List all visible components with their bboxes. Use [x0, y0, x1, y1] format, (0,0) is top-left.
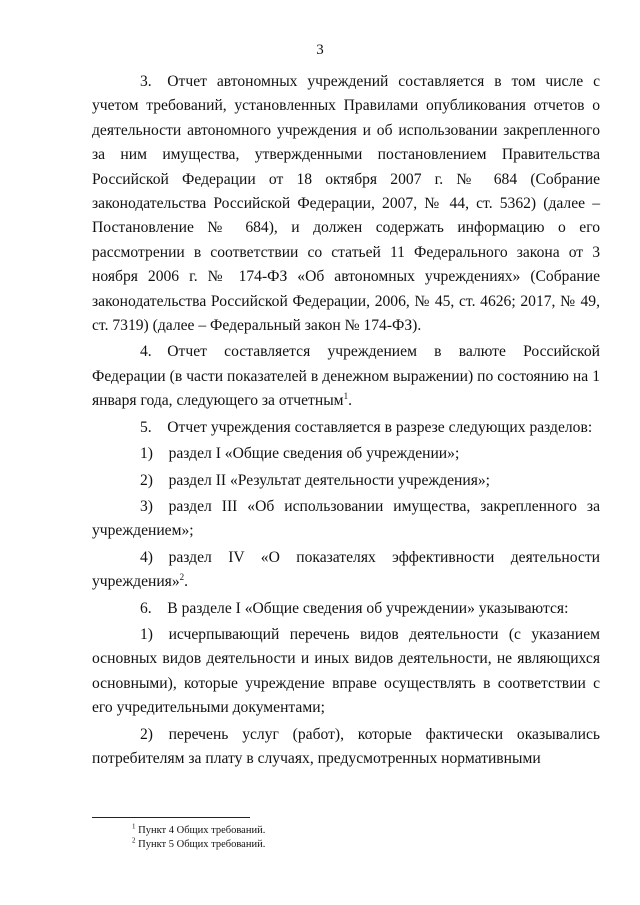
list-item-services: 2) перечень услуг (работ), которые фактически оказывались потребителям за плату в случаях, предусмотренных нормативными [92, 725, 600, 767]
paragraph-5: 5. Отчет учреждения составляется в разрезе следующих разделов: [140, 418, 593, 436]
footnote-2-text: Пункт 5 Общих требований. [138, 839, 266, 850]
list-item-section-1: 1) раздел I «Общие сведения об учреждении»; [140, 445, 460, 463]
list-item-activities: 1) исчерпывающий перечень видов деятельности (с указанием основных видов деятельности и иных видов деятельности, не являющихся основными), которые учреждение вправе осуществлять в соответствии с его учредительными документами; [92, 625, 600, 717]
footnote-ref-2[interactable]: 2 [179, 571, 185, 582]
list-item-section-2: 2) раздел II «Результат деятельности учреждения»; [140, 471, 490, 489]
footnote-2 [132, 838, 265, 852]
footnote-ref-1[interactable]: 1 [343, 391, 349, 402]
paragraph-4-text: 4. Отчет составляется учреждением в валюте Российской Федерации (в части показателей в денежном выражении) по состоянию на 1 января года, следующего за отчетным [92, 343, 600, 410]
footnote-divider [92, 817, 250, 818]
page-number: 3 [316, 42, 324, 58]
footnotes [132, 824, 265, 852]
list-item-section-3: 3) раздел III «Об использовании имущества, закрепленного за учреждением»; [92, 497, 600, 540]
list-item-section-4-text: 4) раздел IV «О показателях эффективности деятельности учреждения» [92, 548, 600, 591]
paragraph-4-end: . [348, 392, 352, 410]
paragraph-3: 3. Отчет автономных учреждений составляется в том числе с учетом требований, установленных Правилами опубликования отчетов о деятельности автономного учреждения и об использовании закрепленного за ним имущества, утвержденными постановлением Правительства Российской Федерации от 18 октября 2007 г. № 684 (Собрание законодательства Российской Федерации, 2007, № 44, ст. 5362) (далее – Постановление № 684), и должен содержать информацию о его рассмотрении в соответствии со статьей 11 Федерального закона от 3 ноября 2006 г. № 174-ФЗ «Об автономных учреждениях» (Собрание законодательства Российской Федерации, 2006, № 45, ст. 4626; 2017, № 49, ст. 7319) (далее – Федеральный закон № 174-ФЗ). [92, 73, 600, 335]
paragraph-6: 6. В разделе I «Общие сведения об учреждении» указываются: [140, 599, 569, 617]
paragraph-4 [92, 340, 600, 413]
footnote-1-marker: 1 [132, 822, 136, 831]
footnote-1-text: Пункт 4 Общих требований. [138, 825, 266, 836]
footnote-2-marker: 2 [132, 836, 136, 845]
list-item-section-4 [92, 546, 600, 595]
footnote-1 [132, 824, 265, 838]
list-item-section-4-end: . [184, 573, 189, 591]
body-text [92, 70, 600, 771]
